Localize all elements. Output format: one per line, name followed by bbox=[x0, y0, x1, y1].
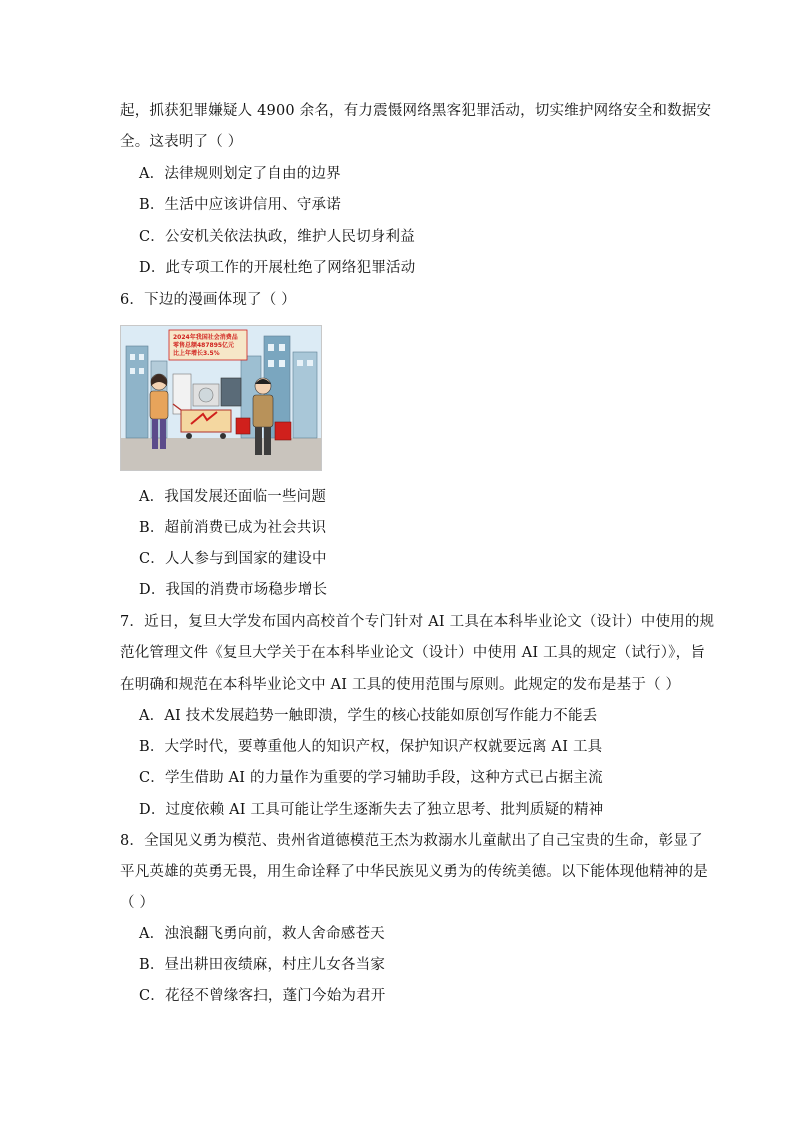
q8-stem-line-2: 平凡英雄的英勇无畏，用生命诠释了中华民族见义勇为的传统美德。以下能体现他精神的是 bbox=[120, 864, 708, 880]
q8-option-b: B．昼出耕田夜绩麻，村庄儿女各当家 bbox=[139, 957, 386, 973]
q6-option-d: D．我国的消费市场稳步增长 bbox=[139, 582, 328, 598]
q7-stem-line-3: 在明确和规范在本科毕业论文中 AI 工具的使用范围与原则。此规定的发布是基于（ ） bbox=[120, 677, 681, 693]
q5-stem-line-2: 全。这表明了（ ） bbox=[120, 134, 243, 150]
q7-stem-line-1: 7．近日，复旦大学发布国内高校首个专门针对 AI 工具在本科毕业论文（设计）中使用的规 bbox=[120, 614, 715, 630]
q8-option-a: A．浊浪翻飞勇向前，救人舍命感苍天 bbox=[139, 926, 385, 942]
q5-stem-line-1: 起，抓获犯罪嫌疑人 4900 余名，有力震慑网络黑客犯罪活动，切实维护网络安全和数据安 bbox=[120, 103, 712, 119]
q7-stem-line-2: 范化管理文件《复旦大学关于在本科毕业论文（设计）中使用 AI 工具的规定（试行）》，旨 bbox=[120, 645, 706, 661]
q7-option-d: D．过度依赖 AI 工具可能让学生逐渐失去了独立思考、批判质疑的精神 bbox=[139, 802, 604, 818]
q6-option-a: A．我国发展还面临一些问题 bbox=[139, 489, 327, 505]
q7-option-b: B．大学时代，要尊重他人的知识产权，保护知识产权就要远离 AI 工具 bbox=[139, 739, 603, 755]
cartoon-banner-line-2: 零售总额487895亿元 bbox=[173, 342, 235, 349]
q6-stem: 6．下边的漫画体现了（ ） bbox=[120, 292, 296, 308]
q5-option-c: C．公安机关依法执政，维护人民切身利益 bbox=[139, 229, 415, 245]
q7-option-c: C．学生借助 AI 的力量作为重要的学习辅助手段，这种方式已占据主流 bbox=[139, 770, 603, 786]
q8-stem-line-3: （ ） bbox=[120, 895, 155, 911]
q8-option-c: C．花径不曾缘客扫，蓬门今始为君开 bbox=[139, 988, 386, 1004]
q5-option-b: B．生活中应该讲信用、守承诺 bbox=[139, 197, 341, 213]
q6-option-c: C．人人参与到国家的建设中 bbox=[139, 551, 327, 567]
q8-stem-line-1: 8．全国见义勇为模范、贵州省道德模范王杰为救溺水儿童献出了自己宝贵的生命，彰显了 bbox=[120, 833, 703, 849]
cartoon-banner-line-3: 比上年增长3.5% bbox=[173, 350, 220, 357]
q7-option-a: A．AI 技术发展趋势一触即溃，学生的核心技能如原创写作能力不能丢 bbox=[139, 708, 598, 724]
q6-cartoon-image bbox=[120, 325, 322, 471]
q6-option-b: B．超前消费已成为社会共识 bbox=[139, 520, 327, 536]
q5-option-d: D．此专项工作的开展杜绝了网络犯罪活动 bbox=[139, 260, 416, 276]
q5-option-a: A．法律规则划定了自由的边界 bbox=[139, 166, 341, 182]
cartoon-banner-line-1: 2024年我国社会消费品 bbox=[173, 334, 238, 341]
